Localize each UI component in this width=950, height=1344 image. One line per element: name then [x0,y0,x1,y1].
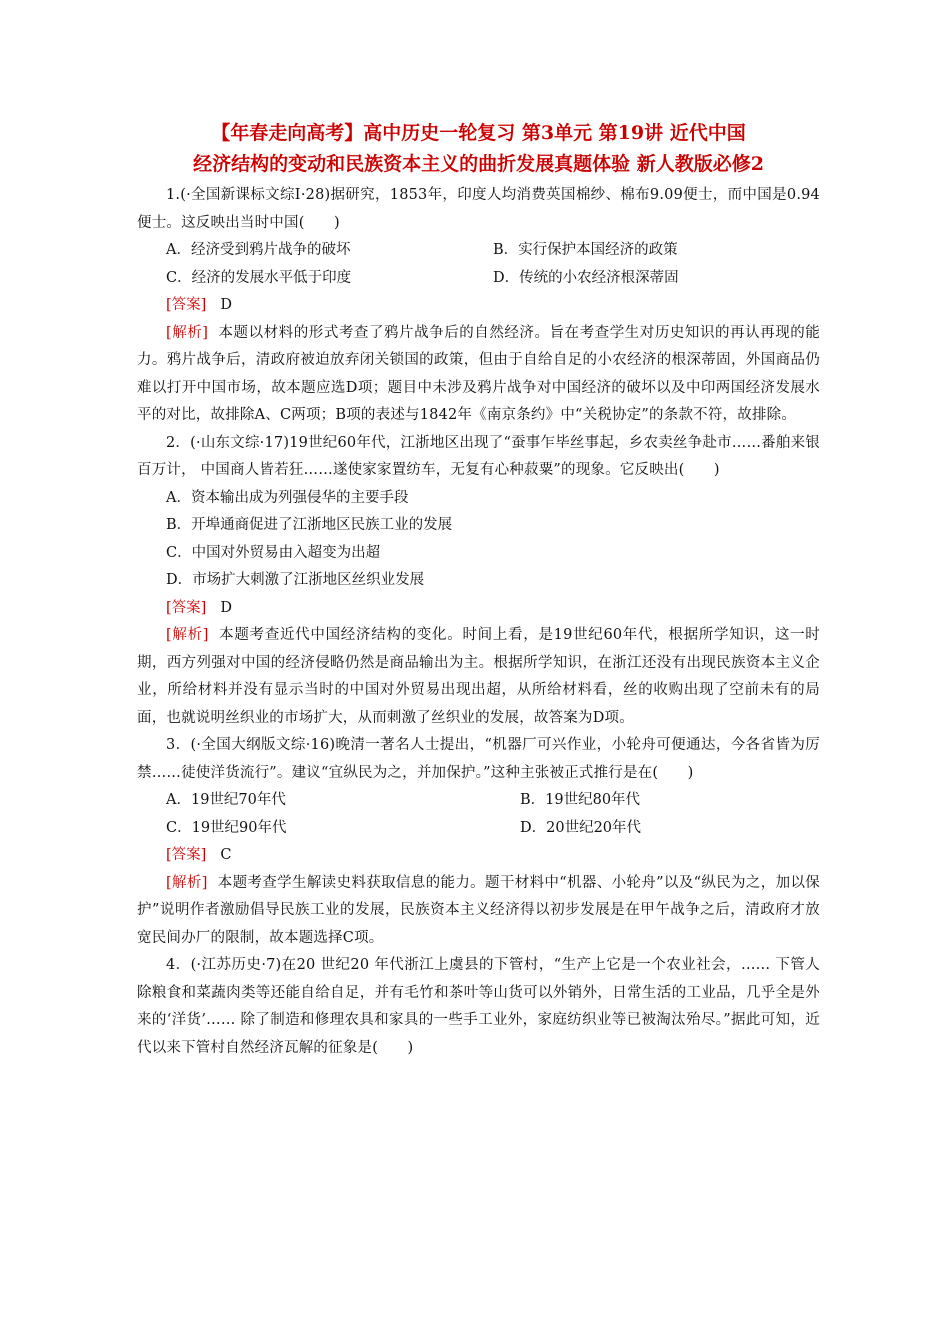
answer-value: C [220,847,232,863]
question-4 [137,952,820,1062]
option-b: B．19世纪80年代 [520,792,641,808]
option-a: A．19世纪70年代 [166,792,286,808]
analysis-text: 本题考查学生解读史料获取信息的能力。题干材料中“机器、小轮舟”以及“纵民为之，加以保护”说明作者激励倡导民族工业的发展，民族资本主义经济得以初步发展是在甲午战争之后，清政府才放宽民间办厂的限制，故本题选择C项。 [137,874,820,946]
option-c: C．经济的发展水平低于印度 [166,269,352,286]
option-b: B．开埠通商促进了江浙地区民族工业的发展 [166,517,453,533]
document-title [137,118,820,180]
title-line-2: 经济结构的变动和民族资本主义的曲折发展真题体验 新人教版必修2 [193,153,764,175]
option-a: A．资本输出成为列强侵华的主要手段 [166,489,409,506]
analysis-paragraph [137,320,820,430]
answer-value: D [220,297,232,313]
answer-line [137,595,820,623]
title-line-1: 【年春走向高考】高中历史一轮复习 第3单元 第19讲 近代中国 [211,122,746,144]
analysis-paragraph [137,870,820,953]
analysis-label: [解析] [166,627,209,643]
option-b: B．实行保护本国经济的政策 [493,242,678,258]
question-stem: 3．(·全国大纲版文综·16)晚清一著名人士提出，“机器厂可兴作业，小轮舟可便通达，今各省皆为厉禁……徒使洋货流行”。建议“宜纵民为之，并加保护。”这种主张被正式推行是在( ) [137,737,820,781]
option-c: C．中国对外贸易由入超变为出超 [166,544,381,561]
analysis-text: 本题以材料的形式考查了鸦片战争后的自然经济。旨在考查学生对历史知识的再认再现的能力。鸦片战争后，清政府被迫放弃闭关锁国的政策，但由于自给自足的小农经济的根深蒂固，外国商品仍难以打开中国市场，故本题应选D项；题目中未涉及鸦片战争对中国经济的破坏以及中印两国经济发展水平的对比，故排除A、C两项；B项的表述与1842年《南京条约》中“关税协定”的条款不符，故排除。 [137,324,820,423]
analysis-label: [解析] [166,874,208,891]
question-stem: 2．(·山东文综·17)19世纪60年代，江浙地区出现了“蚕事乍毕丝事起，乡农卖丝争赴市……番舶来银百万计， 中国商人皆若狂……遂使家家置纺车，无复有心种菽粟”的现象。它反映出( ) [137,434,820,478]
answer-line [137,842,820,870]
analysis-text: 本题考查近代中国经济结构的变化。时间上看，是19世纪60年代，根据所学知识，这一时期，西方列强对中国的经济侵略仍然是商品输出为主。根据所学知识，在浙江还没有出现民族资本主义企业，所给材料并没有显示当时的中国对外贸易出现出超，从所给材料看，丝的收购出现了空前未有的局面，也就说明丝织业的市场扩大，从而刺激了丝织业的发展，故答案为D项。 [137,627,820,726]
answer-label: [答案] [166,599,207,616]
answer-label: [答案] [166,297,207,313]
question-stem: 4．(·江苏历史·7)在20 世纪20 年代浙江上虞县的下管村，“生产上它是一个农业社会，…… 下管人除粮食和菜蔬肉类等还能自给自足，并有毛竹和茶叶等山货可以外销外，日常生活的工业品，几乎全是外来的‘洋货’…… 除了制造和修理农具和家具的一些手工业外，家庭纺织业等已被淘汰殆尽。”据此可知，近代以来下管村自然经济瓦解的征象是( ) [137,957,820,1056]
option-d: D．市场扩大刺激了江浙地区丝织业发展 [166,572,425,588]
option-c: C．19世纪90年代 [166,819,287,836]
answer-value: D [220,599,232,616]
analysis-label: [解析] [166,324,209,341]
option-d: D．传统的小农经济根深蒂固 [493,269,679,286]
options-grid [137,787,820,842]
option-d: D．20世纪20年代 [520,819,642,836]
analysis-paragraph [137,622,820,732]
answer-line [137,292,820,320]
question-3 [137,732,820,952]
question-2 [137,430,820,733]
option-a: A．经济受到鸦片战争的破坏 [166,242,351,258]
answer-label: [答案] [166,847,207,863]
options-grid [137,237,820,292]
question-1 [137,182,820,430]
question-stem: 1.(·全国新课标文综Ⅰ·28)据研究，1853年，印度人均消费英国棉纱、棉布9.09便士，而中国是0.94便士。这反映出当时中国( ) [137,187,820,231]
